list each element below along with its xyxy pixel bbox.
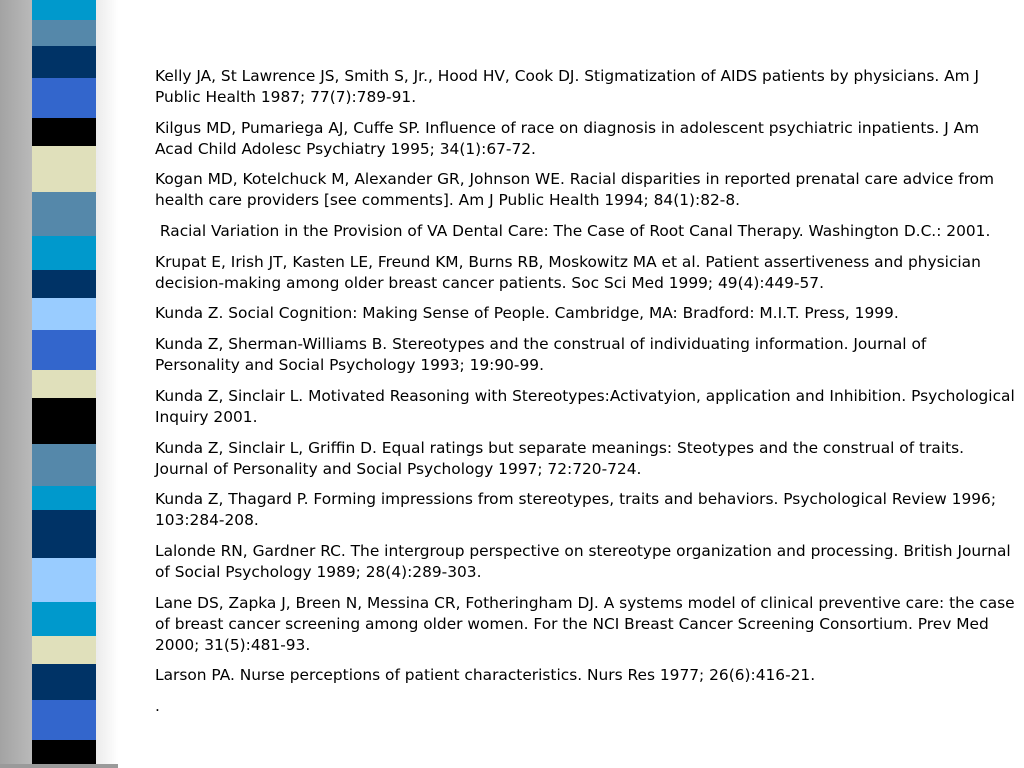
reference-item: Racial Variation in the Provision of VA Dental Care: The Case of Root Canal Therapy. Washington D.C.: 2001. (155, 222, 991, 241)
color-block (32, 510, 96, 558)
color-block (32, 486, 96, 510)
color-block (32, 0, 96, 20)
color-block (32, 78, 96, 118)
color-block (32, 444, 96, 486)
reference-item: Kogan MD, Kotelchuck M, Alexander GR, Johnson WE. Racial disparities in reported prenatal care advice from health care providers [see comments]. Am J Public Health 1994; 84(1):82-8. (155, 170, 995, 210)
color-block (32, 192, 96, 236)
reference-list (155, 66, 1015, 727)
reference-item: Kunda Z, Sherman-Williams B. Stereotypes and the construal of individuating information. Journal of Personality and Social Psychology 1993; 19:90-99. (155, 335, 927, 375)
reference-item: Kunda Z. Social Cognition: Making Sense of People. Cambridge, MA: Bradford: M.I.T. Press, 1999. (155, 304, 899, 323)
color-block (32, 146, 96, 192)
reference-item: Kunda Z, Sinclair L, Griffin D. Equal ratings but separate meanings: Steotypes and the construal of traits. Journal of Personality and Social Psychology 1997; 72:720-724. (155, 438, 965, 478)
reference-item: Kunda Z, Thagard P. Forming impressions from stereotypes, traits and behaviors. Psychological Review 1996; 103:284-208. (155, 490, 997, 530)
color-block (32, 46, 96, 78)
reference-item: Larson PA. Nurse perceptions of patient characteristics. Nurs Res 1977; 26(6):416-21. (155, 666, 816, 685)
color-block (32, 398, 96, 444)
color-block (32, 700, 96, 740)
color-block (32, 270, 96, 298)
color-block (32, 558, 96, 602)
color-block (32, 298, 96, 330)
color-block (32, 236, 96, 270)
color-block (32, 370, 96, 398)
reference-item: Kunda Z, Sinclair L. Motivated Reasoning with Stereotypes:Activatyion, application and Inhibition. Psychological Inquiry 2001. (155, 386, 1015, 426)
color-block (32, 118, 96, 146)
color-block (32, 602, 96, 636)
reference-item: Lalonde RN, Gardner RC. The intergroup perspective on stereotype organization and processing. British Journal of Social Psychology 1989; 28(4):289-303. (155, 541, 1011, 581)
decorative-block-column (32, 0, 96, 768)
reference-item: Lane DS, Zapka J, Breen N, Messina CR, Fotheringham DJ. A systems model of clinical preventive care: the case of breast cancer screening among older women. For the NCI Breast Cancer Screening Consortium. Prev Med 2000; 31(5):481-93. (155, 593, 1015, 654)
reference-item: Krupat E, Irish JT, Kasten LE, Freund KM, Burns RB, Moskowitz MA et al. Patient assertiveness and physician decision-making among older breast cancer patients. Soc Sci Med 1999; 49(4):449-57. (155, 252, 981, 292)
color-block (32, 636, 96, 664)
color-block (32, 20, 96, 46)
bottom-divider (0, 764, 118, 768)
color-block (32, 664, 96, 700)
color-block (32, 330, 96, 370)
reference-item: Kilgus MD, Pumariega AJ, Cuffe SP. Influence of race on diagnosis in adolescent psychiatric inpatients. J Am Acad Child Adolesc Psychiatry 1995; 34(1):67-72. (155, 118, 980, 158)
reference-item: Kelly JA, St Lawrence JS, Smith S, Jr., Hood HV, Cook DJ. Stigmatization of AIDS patients by physicians. Am J Public Health 1987; 77(7):789-91. (155, 67, 980, 106)
reference-item: . (155, 696, 160, 715)
